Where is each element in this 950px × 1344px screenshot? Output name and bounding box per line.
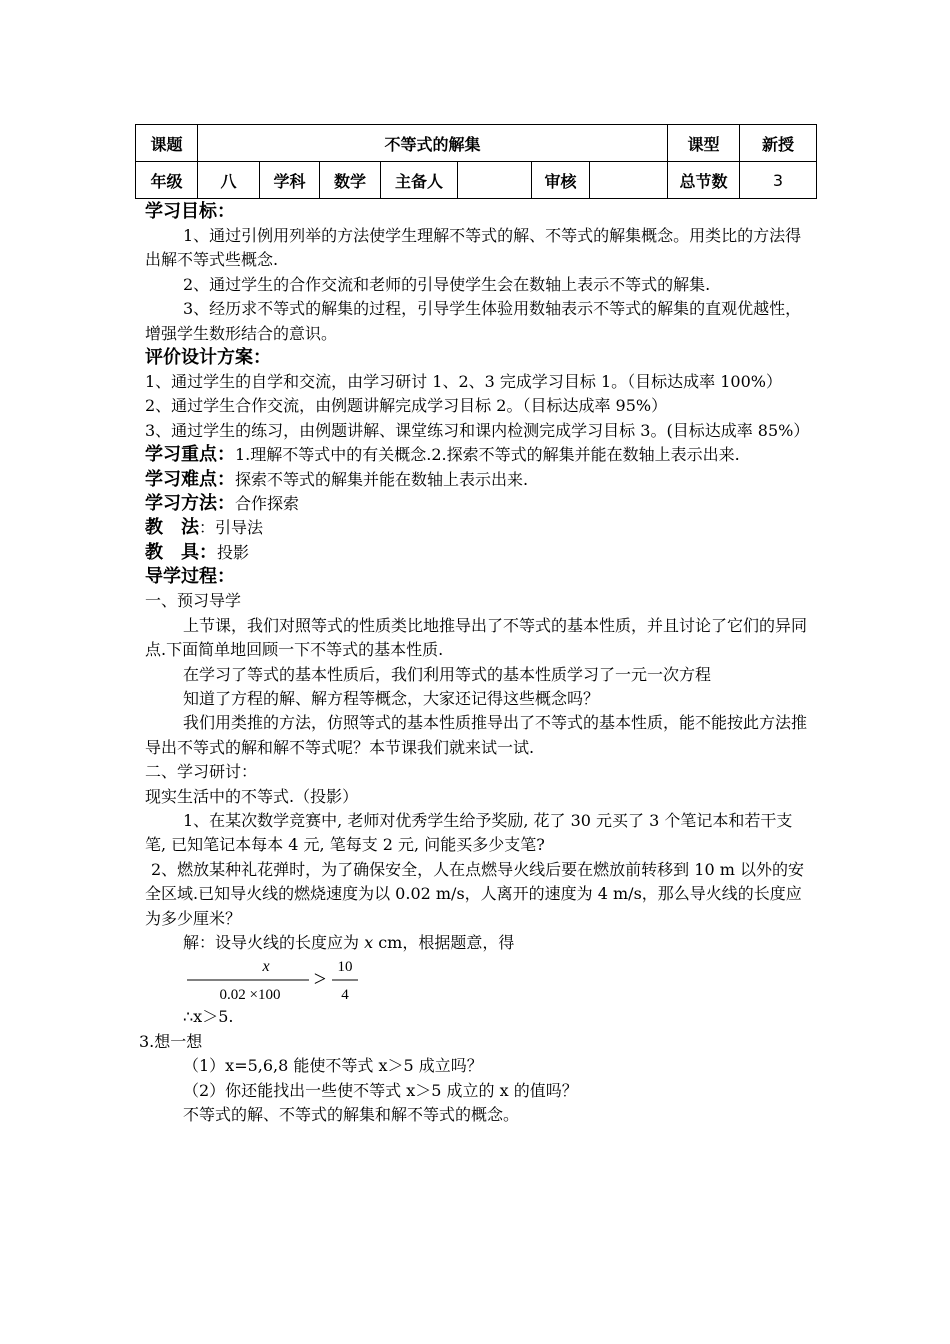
tools xyxy=(145,541,810,565)
problem-2: 2、燃放某种礼花弹时，为了确保安全，人在点燃导火线后要在燃放前转移到 10 m 以外的安全区域.已知导火线的燃烧速度为以 0.02 m/s，人离开的速度为 4 m/s，那么导火线的长度应为多少厘米？ xyxy=(145,859,804,928)
preparer-label: 主备人 xyxy=(381,162,458,199)
concepts-line: 不等式的解、不等式的解集和解不等式的概念。 xyxy=(183,1105,520,1124)
table-row xyxy=(136,125,817,162)
section2-title: 二、学习研讨： xyxy=(145,762,258,782)
section1-title: 一、预习导学 xyxy=(145,591,242,611)
teaching-method-label: 教 法 xyxy=(145,517,199,539)
frac-op: > xyxy=(313,966,327,992)
grade-value: 八 xyxy=(198,162,260,199)
tools-text: 投影 xyxy=(217,542,250,562)
frac-left-num: x xyxy=(262,958,270,976)
objective-3: 3、经历求不等式的解集的过程，引导学生体验用数轴表示不等式的解集的直观优越性，增强学生数形结合的意识。 xyxy=(145,299,802,343)
table-row xyxy=(136,162,817,199)
process-heading: 导学过程： xyxy=(145,566,235,588)
key-points xyxy=(145,443,810,467)
frac-left-den: 0.02 ×100 xyxy=(219,987,281,1004)
solution-var: x xyxy=(364,932,374,952)
evaluation-3: 3、通过学生的练习，由例题讲解、课堂练习和课内检测完成学习目标 3。(目标达成率 85%） xyxy=(145,420,810,440)
preparer-value xyxy=(458,162,532,199)
solution-suffix: cm，根据题意，得 xyxy=(373,932,515,952)
method-text: 合作探索 xyxy=(235,494,300,514)
grade-label: 年级 xyxy=(136,162,198,199)
subject-value: 数学 xyxy=(320,162,381,199)
objectives-heading: 学习目标： xyxy=(145,201,235,222)
subject-label: 学科 xyxy=(260,162,320,199)
type-value: 新授 xyxy=(740,125,817,162)
difficulties-text: 探索不等式的解集并能在数轴上表示出来. xyxy=(235,469,529,489)
inequality-formula xyxy=(145,955,810,1005)
lesson-content xyxy=(139,200,810,1127)
difficulties-label: 学习难点： xyxy=(145,468,235,490)
think-title: 3.想一想 xyxy=(139,1031,203,1051)
question-2: （2）你还能找出一些使不等式 x＞5 成立的 x 的值吗？ xyxy=(183,1080,578,1100)
evaluation-1: 1、通过学生的自学和交流，由学习研讨 1、2、3 完成学习目标 1。（目标达成率 100%） xyxy=(145,372,782,392)
teaching-method-text: ：引导法 xyxy=(199,518,264,538)
method xyxy=(145,492,810,516)
review-value xyxy=(590,162,668,199)
key-points-text: 1.理解不等式中的有关概念.2.探索不等式的解集并能在数轴上表示出来. xyxy=(235,445,740,465)
objective-2: 2、通过学生的合作交流和老师的引导使学生会在数轴上表示不等式的解集. xyxy=(183,274,711,294)
process-para-1: 上节课，我们对照等式的性质类比地推导出了不等式的基本性质，并且讨论了它们的异同点.下面简单地回顾一下不等式的基本性质. xyxy=(145,615,808,660)
lesson-info-table xyxy=(135,124,817,199)
evaluation-2: 2、通过学生合作交流，由例题讲解完成学习目标 2。（目标达成率 95%） xyxy=(145,396,668,416)
process-para-2-line-2: 知道了方程的解、解方程等概念，大家还记得这些概念吗？ xyxy=(183,688,600,708)
method-label: 学习方法： xyxy=(145,493,235,515)
tools-label: 教 具： xyxy=(145,541,217,563)
frac-right-num: 10 xyxy=(337,959,353,976)
process-para-2-line-1: 在学习了等式的基本性质后，我们利用等式的基本性质学习了一元一次方程 xyxy=(183,664,712,684)
solution-line xyxy=(145,931,810,955)
type-label: 课型 xyxy=(668,125,740,162)
fraction-svg xyxy=(183,955,383,1005)
process-para-3: 我们用类推的方法，仿照等式的基本性质推导出了不等式的基本性质，能不能按此方法推导出不等式的解和解不等式呢？本节课我们就来试一试. xyxy=(145,713,808,757)
real-life-title: 现实生活中的不等式.（投影） xyxy=(145,786,359,806)
sessions-label: 总节数 xyxy=(668,162,740,199)
difficulties xyxy=(145,468,810,492)
sessions-value: 3 xyxy=(740,162,817,199)
topic-value: 不等式的解集 xyxy=(198,125,668,162)
evaluation-heading: 评价设计方案： xyxy=(145,347,271,369)
frac-right-den: 4 xyxy=(341,987,349,1004)
objective-1: 1、通过引例用列举的方法使学生理解不等式的解、不等式的解集概念。用类比的方法得出解不等式些概念. xyxy=(145,226,802,270)
teaching-method xyxy=(145,516,810,540)
problem-1: 1、在某次数学竞赛中, 老师对优秀学生给予奖励, 花了 30 元买了 3 个笔记本和若干支笔, 已知笔记本每本 4 元, 笔每支 2 元, 问能买多少支笔? xyxy=(145,810,793,855)
conclusion: ∴x＞5. xyxy=(183,1007,234,1027)
key-points-label: 学习重点： xyxy=(145,444,235,466)
topic-label: 课题 xyxy=(136,125,198,162)
review-label: 审核 xyxy=(532,162,590,199)
question-1: （1）x=5,6,8 能使不等式 x＞5 成立吗？ xyxy=(183,1056,483,1076)
solution-prefix: 解：设导火线的长度应为 xyxy=(183,932,365,952)
